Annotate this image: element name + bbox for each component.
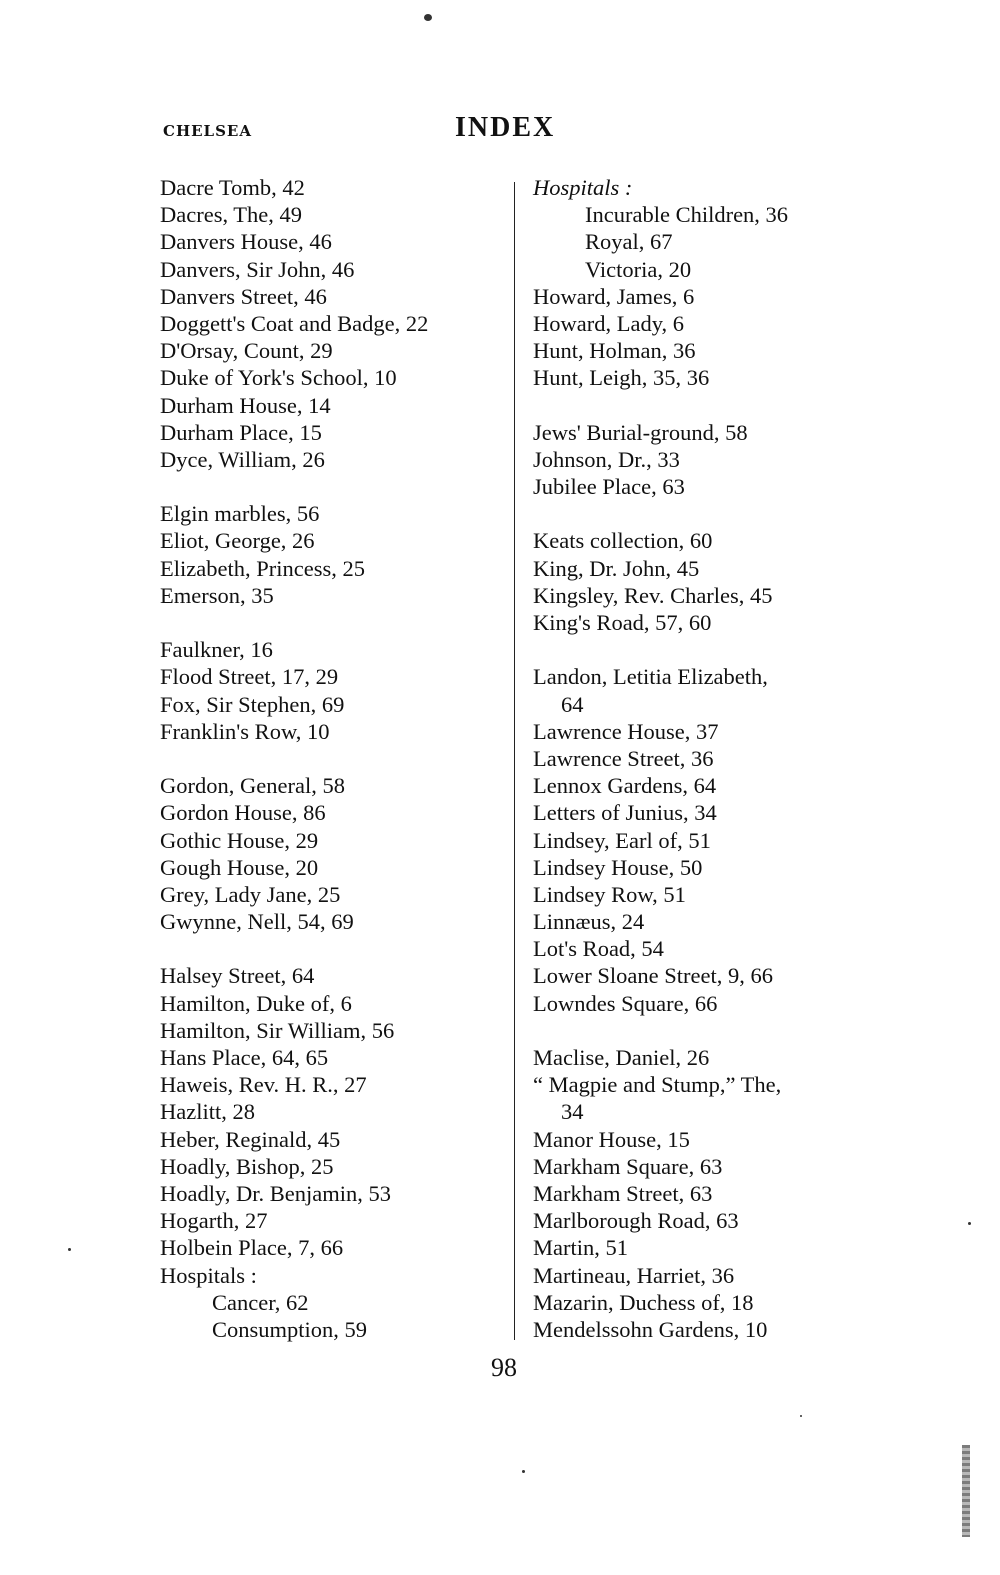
index-subentry: Consumption, 59 [212,1316,368,1342]
index-entry: Gwynne, Nell, 54, 69 [160,909,354,935]
index-entry: Lindsey Row, 51 [533,881,686,907]
index-entry: Kingsley, Rev. Charles, 45 [533,582,773,608]
index-entry: Letters of Junius, 34 [533,800,717,826]
entry-gap [160,609,510,636]
speck-mark [800,1415,802,1417]
index-entry: 64 [561,691,584,717]
index-entry: Duke of York's School, 10 [160,365,397,391]
index-entry: Markham Square, 63 [533,1153,723,1179]
index-entry: “ Magpie and Stump,” The, [533,1072,782,1098]
index-entry: Danvers Street, 46 [160,283,327,309]
speck-mark [68,1248,71,1251]
index-entry: Heber, Reginald, 45 [160,1126,341,1152]
index-subentry: Victoria, 20 [585,256,692,282]
index-entry: Gothic House, 29 [160,827,319,853]
left-index-column [160,174,510,1343]
index-entry: Manor House, 15 [533,1126,690,1152]
index-entry: Hunt, Leigh, 35, 36 [533,365,710,391]
entry-gap [160,473,510,500]
index-entry: Holbein Place, 7, 66 [160,1235,344,1261]
index-entry: Johnson, Dr., 33 [533,446,680,472]
index-entry: Lot's Road, 54 [533,936,664,962]
index-entry: Hogarth, 27 [160,1208,268,1234]
index-entry: Faulkner, 16 [160,637,273,663]
index-entry: Maclise, Daniel, 26 [533,1045,710,1070]
index-entry: Martin, 51 [533,1235,628,1261]
index-entry: Flood Street, 17, 29 [160,664,339,690]
index-entry: Landon, Letitia Elizabeth, [533,664,768,690]
index-entry: Fox, Sir Stephen, 69 [160,691,345,717]
index-entry: Howard, James, 6 [533,283,695,309]
page-edge-mark [962,1445,970,1537]
index-entry: King's Road, 57, 60 [533,610,712,635]
index-entry: Elgin marbles, 56 [160,501,320,527]
index-entry: Gordon, General, 58 [160,773,345,799]
index-entry: Eliot, George, 26 [160,528,315,554]
index-entry: Mazarin, Duchess of, 18 [533,1289,754,1315]
index-entry: Hoadly, Dr. Benjamin, 53 [160,1180,392,1206]
index-entry: Keats collection, 60 [533,528,713,554]
index-entry: Jubilee Place, 63 [533,474,685,500]
index-entry: Markham Street, 63 [533,1180,713,1206]
index-entry: Durham House, 14 [160,392,331,418]
index-entry: Jews' Burial-ground, 58 [533,419,748,445]
index-entry: Hospitals : [160,1262,257,1288]
index-entry: Mendelssohn Gardens, 10 [533,1316,768,1342]
index-entry: Lindsey, Earl of, 51 [533,827,711,853]
index-entry: Danvers House, 46 [160,229,332,255]
index-entry: D'Orsay, Count, 29 [160,338,333,364]
speck-mark [968,1222,971,1225]
index-entry: Hamilton, Sir William, 56 [160,1017,395,1043]
top-ink-mark [424,14,432,21]
page-title: INDEX [455,112,556,143]
speck-mark [522,1470,525,1473]
index-subentry: Incurable Children, 36 [585,202,789,228]
index-entry: Emerson, 35 [160,582,274,608]
entry-gap [160,745,510,772]
index-entry: Danvers, Sir John, 46 [160,256,355,282]
index-entry: Hazlitt, 28 [160,1099,255,1125]
index-entry: Dyce, William, 26 [160,446,325,472]
index-entry: Elizabeth, Princess, 25 [160,555,365,581]
index-entry: Lower Sloane Street, 9, 66 [533,963,773,989]
index-entry: Gordon House, 86 [160,800,326,826]
entry-gap [533,392,873,419]
index-entry: Hospitals : [533,175,633,200]
index-entry: Hans Place, 64, 65 [160,1045,329,1070]
index-entry: Lowndes Square, 66 [533,990,718,1016]
entry-gap [160,935,510,962]
index-entry: Howard, Lady, 6 [533,310,684,336]
index-entry: Doggett's Coat and Badge, 22 [160,310,429,336]
index-entry: Gough House, 20 [160,854,319,880]
index-entry: Lawrence House, 37 [533,718,719,744]
right-index-column [533,174,873,1343]
index-entry: Hamilton, Duke of, 6 [160,990,352,1016]
column-divider [514,182,515,1340]
index-entry: Grey, Lady Jane, 25 [160,881,341,907]
index-entry: 34 [561,1099,584,1125]
index-entry: Lawrence Street, 36 [533,745,714,771]
index-entry: Haweis, Rev. H. R., 27 [160,1072,367,1098]
index-subentry: Royal, 67 [585,229,673,255]
entry-gap [533,500,873,527]
page-number: 98 [491,1353,517,1382]
entry-gap [533,636,873,663]
index-entry: Lindsey House, 50 [533,854,703,880]
index-entry: Durham Place, 15 [160,419,322,445]
index-subentry: Cancer, 62 [212,1289,309,1315]
index-entry: Martineau, Harriet, 36 [533,1262,735,1288]
index-entry: Franklin's Row, 10 [160,718,330,744]
index-entry: Hunt, Holman, 36 [533,338,696,364]
index-entry: Halsey Street, 64 [160,963,315,989]
index-entry: King, Dr. John, 45 [533,555,700,581]
index-entry: Lennox Gardens, 64 [533,773,717,799]
index-entry: Marlborough Road, 63 [533,1208,739,1234]
index-entry: Dacres, The, 49 [160,202,303,228]
index-entry: Linnæus, 24 [533,909,645,935]
index-entry: Hoadly, Bishop, 25 [160,1153,334,1179]
running-head-section: CHELSEA [163,122,252,140]
entry-gap [533,1017,873,1044]
index-entry: Dacre Tomb, 42 [160,175,305,200]
